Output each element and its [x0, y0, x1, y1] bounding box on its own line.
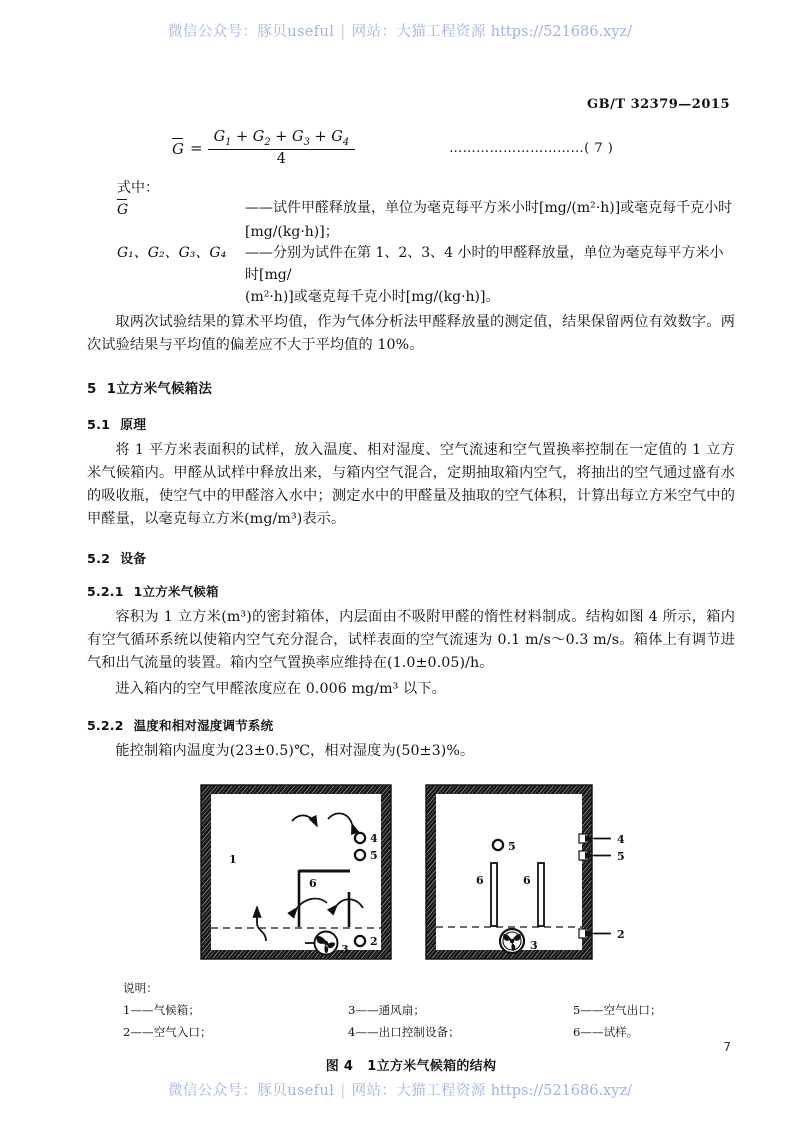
section-heading-5-1 [87, 414, 735, 433]
legend-items [123, 999, 735, 1043]
figure-caption-label: 图 4 [325, 1059, 354, 1075]
formula-fraction [208, 129, 356, 167]
watermark-prefix: 微信公众号： [168, 24, 258, 40]
watermark-bottom [0, 1079, 800, 1100]
watermark-separator: | [340, 1083, 346, 1099]
svg-text:6: 6 [309, 877, 317, 891]
section-title: 设备 [120, 552, 147, 568]
figure-legend [87, 977, 735, 1043]
svg-text:2: 2 [617, 928, 625, 942]
watermark-top [0, 20, 800, 41]
formula-lhs: G [172, 139, 184, 158]
section-number: 5 [87, 381, 97, 398]
legend-item: 3——通风扇； [348, 1003, 425, 1018]
formula-equals: = [189, 138, 203, 157]
svg-text:1: 1 [229, 853, 237, 867]
paragraph-principle: 将 1 平方米表面积的试样，放入温度、相对湿度、空气流速和空气置换率控制在一定值的 1 立方米气候箱内。甲醛从试样中释放出来，与箱内空气混合，定期抽取箱内空气，将抽出的空气通过盛有水的吸收瓶，使空气中的甲醛溶入水中；测定水中的甲醛量及抽取的空气体积，计算出每立方米空气中的甲醛量，以毫克每立方米(mg/m³)表示。 [87, 442, 735, 528]
page-number: 7 [723, 1040, 731, 1054]
formula-numerator: $G_1 + G_2 + G_3 + G_4$ [213, 129, 350, 148]
watermark-url: https://521686.xyz/ [490, 24, 632, 40]
dot-leader-dots: ………………………… [449, 140, 585, 156]
svg-text:4: 4 [617, 833, 625, 847]
section-heading-5-2 [87, 548, 735, 567]
svg-text:2: 2 [370, 935, 378, 949]
legend-title: 说明： [123, 981, 158, 996]
formula-denominator: 4 [276, 150, 286, 167]
where-label: 式中： [117, 180, 159, 196]
svg-text:5: 5 [508, 840, 516, 854]
figure-caption [87, 1055, 735, 1074]
section-title: 1立方米气候箱 [133, 584, 219, 600]
svg-text:4: 4 [370, 832, 378, 846]
symbol-definition-list [87, 198, 735, 308]
section-title: 温度和相对湿度调节系统 [133, 718, 274, 734]
section-title: 1立方米气候箱法 [106, 381, 213, 398]
legend-item: 1——气候箱； [123, 1003, 200, 1018]
legend-item: 2——空气入口； [123, 1025, 212, 1040]
standard-number-header: GB/T 32379—2015 [587, 97, 730, 112]
legend-item: 6——试样。 [573, 1025, 639, 1040]
paragraph-inlet-concentration: 进入箱内的空气甲醛浓度应在 0.006 mg/m³ 以下。 [115, 681, 446, 698]
watermark-site-name: 大猫工程资源 [396, 24, 486, 40]
definition-continuation: [mg/(kg·h)]； [245, 223, 339, 240]
watermark-prefix: 微信公众号： [168, 1083, 258, 1099]
svg-text:6: 6 [523, 874, 531, 888]
legend-item: 5——空气出口； [573, 1003, 662, 1018]
paragraph-chamber: 容积为 1 立方米(m³)的密封箱体，内层面由不吸附甲醛的惰性材料制成。结构如图 4 所示，箱内有空气循环系统以使箱内空气充分混合，试样表面的空气流速为 0.1 m/s～0.3 m/s。箱体上有调节进气和出气流量的装置。箱内空气置换率应维持在(1.0±0.05)/h。 [87, 609, 735, 672]
definition-description: ——分别为试件在第 1、2、3、4 小时的甲醛释放量，单位为毫克每平方米小时[mg/ [245, 245, 724, 284]
legend-item: 4——出口控制设备； [348, 1025, 460, 1040]
section-number: 5.2.2 [87, 718, 124, 734]
page-content [87, 125, 735, 1074]
left-chamber-diagram [201, 785, 391, 959]
svg-text:5: 5 [370, 849, 378, 863]
definition-row [117, 198, 735, 222]
section-number: 5.2 [87, 552, 111, 568]
section-heading-5 [87, 377, 735, 397]
watermark-site-label: 网站： [351, 24, 397, 40]
formula-dot-leader [449, 141, 613, 156]
right-chamber-diagram [426, 785, 625, 959]
section-heading-5-2-2 [87, 716, 735, 734]
definition-description: ——试件甲醛释放量，单位为毫克每平方米小时[mg/(m²·h)]或毫克每千克小时 [245, 200, 733, 216]
section-title: 原理 [120, 418, 147, 434]
section-number: 5.1 [87, 418, 111, 434]
figure-caption-text: 1立方米气候箱的结构 [367, 1059, 497, 1075]
svg-text:3: 3 [530, 939, 538, 953]
watermark-account: 豚贝useful [257, 24, 335, 40]
watermark-site-label: 网站： [351, 1083, 397, 1099]
paragraph-temperature-humidity: 能控制箱内温度为(23±0.5)℃，相对湿度为(50±3)%。 [115, 743, 475, 760]
definition-symbol: G [117, 198, 245, 222]
definition-continuation: (m²·h)]或毫克每千克小时[mg/(kg·h)]。 [245, 288, 500, 305]
svg-text:3: 3 [341, 943, 349, 957]
paragraph-average-result: 取两次试验结果的算术平均值，作为气体分析法甲醛释放量的测定值，结果保留两位有效数字。两次试验结果与平均值的偏差应不大于平均值的 10%。 [87, 314, 735, 354]
svg-text:6: 6 [476, 874, 484, 888]
definition-row [117, 243, 735, 286]
definition-symbol: G₁、G₂、G₃、G₄ [117, 245, 227, 262]
figure-4 [87, 781, 735, 1074]
watermark-site-name: 大猫工程资源 [396, 1083, 486, 1099]
formula-number: ( 7 ) [584, 140, 614, 156]
figure-artwork [87, 781, 735, 963]
watermark-account: 豚贝useful [257, 1083, 335, 1099]
watermark-url: https://521686.xyz/ [490, 1083, 632, 1099]
formula-block [87, 125, 735, 171]
formula-expression [172, 129, 355, 167]
section-number: 5.2.1 [87, 584, 124, 600]
watermark-separator: | [340, 24, 346, 40]
section-heading-5-2-1 [87, 582, 735, 600]
svg-text:5: 5 [617, 850, 625, 864]
